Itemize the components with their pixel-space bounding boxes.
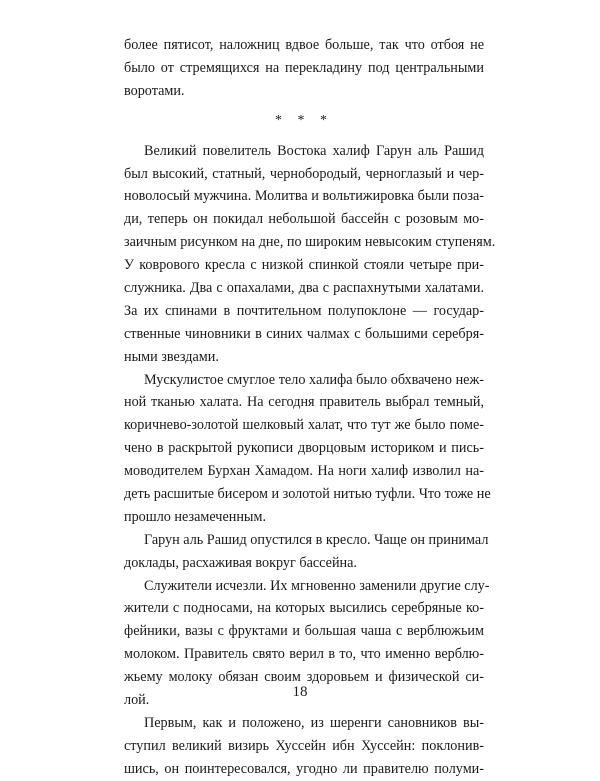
text-line: Гарун аль Рашид опустился в кресло. Чаще он принимал	[144, 531, 489, 548]
text-line: За их спинами в почтительном полупоклоне — государ-	[124, 302, 484, 319]
paragraph	[124, 140, 496, 369]
text-line: фейники, вазы с фруктами и большая чаша с верблюжьим	[124, 623, 484, 640]
page-body	[124, 34, 496, 781]
text-line: жители с подносами, на которых высились серебряные ко-	[124, 600, 484, 617]
text-line: заичным рисунком на дне, по широким невысоким ступеням.	[124, 234, 496, 251]
text-line: Мускулистое смуглое тело халифа было обхвачено неж-	[144, 371, 484, 388]
paragraph	[124, 712, 484, 781]
text-line: ными звездами.	[124, 348, 219, 365]
text-line: лой.	[124, 692, 150, 709]
text-line: ной тканью халата. На сегодня правитель выбрал темный,	[124, 394, 484, 411]
section-separator: * * *	[275, 112, 333, 128]
page-number: 18	[292, 684, 308, 700]
text-line: ступил великий визирь Хуссейн ибн Хуссейн: поклонив-	[124, 737, 484, 754]
text-line: жьему молоку обязан своим здоровьем и физической си-	[124, 669, 484, 686]
text-line: прошло незамеченным.	[124, 508, 266, 525]
paragraph	[124, 34, 484, 103]
text-line: коричнево-золотой шелковый халат, что тут же было поме-	[124, 417, 484, 434]
paragraph	[124, 369, 491, 529]
text-line: Первым, как и положено, из шеренги сановников вы-	[144, 714, 484, 731]
text-line: ственные чиновники в синих чалмах с большими серебря-	[124, 325, 484, 342]
text-line: моводителем Бурхан Хамадом. На ноги халиф изволил на-	[124, 463, 484, 480]
text-line: молоком. Правитель свято верил в то, что именно верблю-	[124, 646, 484, 663]
paragraph	[124, 529, 489, 575]
text-line: было от стремящихся на перекладину под центральными	[124, 59, 484, 76]
text-line: служника. Два с опахалами, два с распахнутыми халатами.	[124, 280, 484, 297]
text-line: был высокий, статный, чернобородый, черноглазый и чер-	[124, 165, 484, 182]
text-line: шись, он поинтересовался, угодно ли правителю полуми-	[124, 760, 484, 777]
text-line: Служители исчезли. Их мгновенно заменили другие слу-	[144, 577, 490, 594]
text-line: более пятисот, наложниц вдвое больше, так что отбоя не	[124, 37, 484, 53]
text-line: Великий повелитель Востока халиф Гарун аль Рашид	[144, 142, 484, 159]
text-line: доклады, расхаживая вокруг бассейна.	[124, 554, 357, 571]
text-line: новолосый мужчина. Молитва и вольтижировка были поза-	[124, 188, 484, 205]
text-line: ди, теперь он покидал небольшой бассейн с розовым мо-	[124, 211, 484, 228]
text-line: деть расшитые бисером и золотой нитью туфли. Что тоже не	[124, 486, 491, 503]
text-line: чено в раскрытой рукописи дворцовым историком и пись-	[124, 440, 484, 457]
text-line: воротами.	[124, 82, 185, 99]
text-line: У коврового кресла с низкой спинкой стояли четыре при-	[124, 257, 484, 274]
